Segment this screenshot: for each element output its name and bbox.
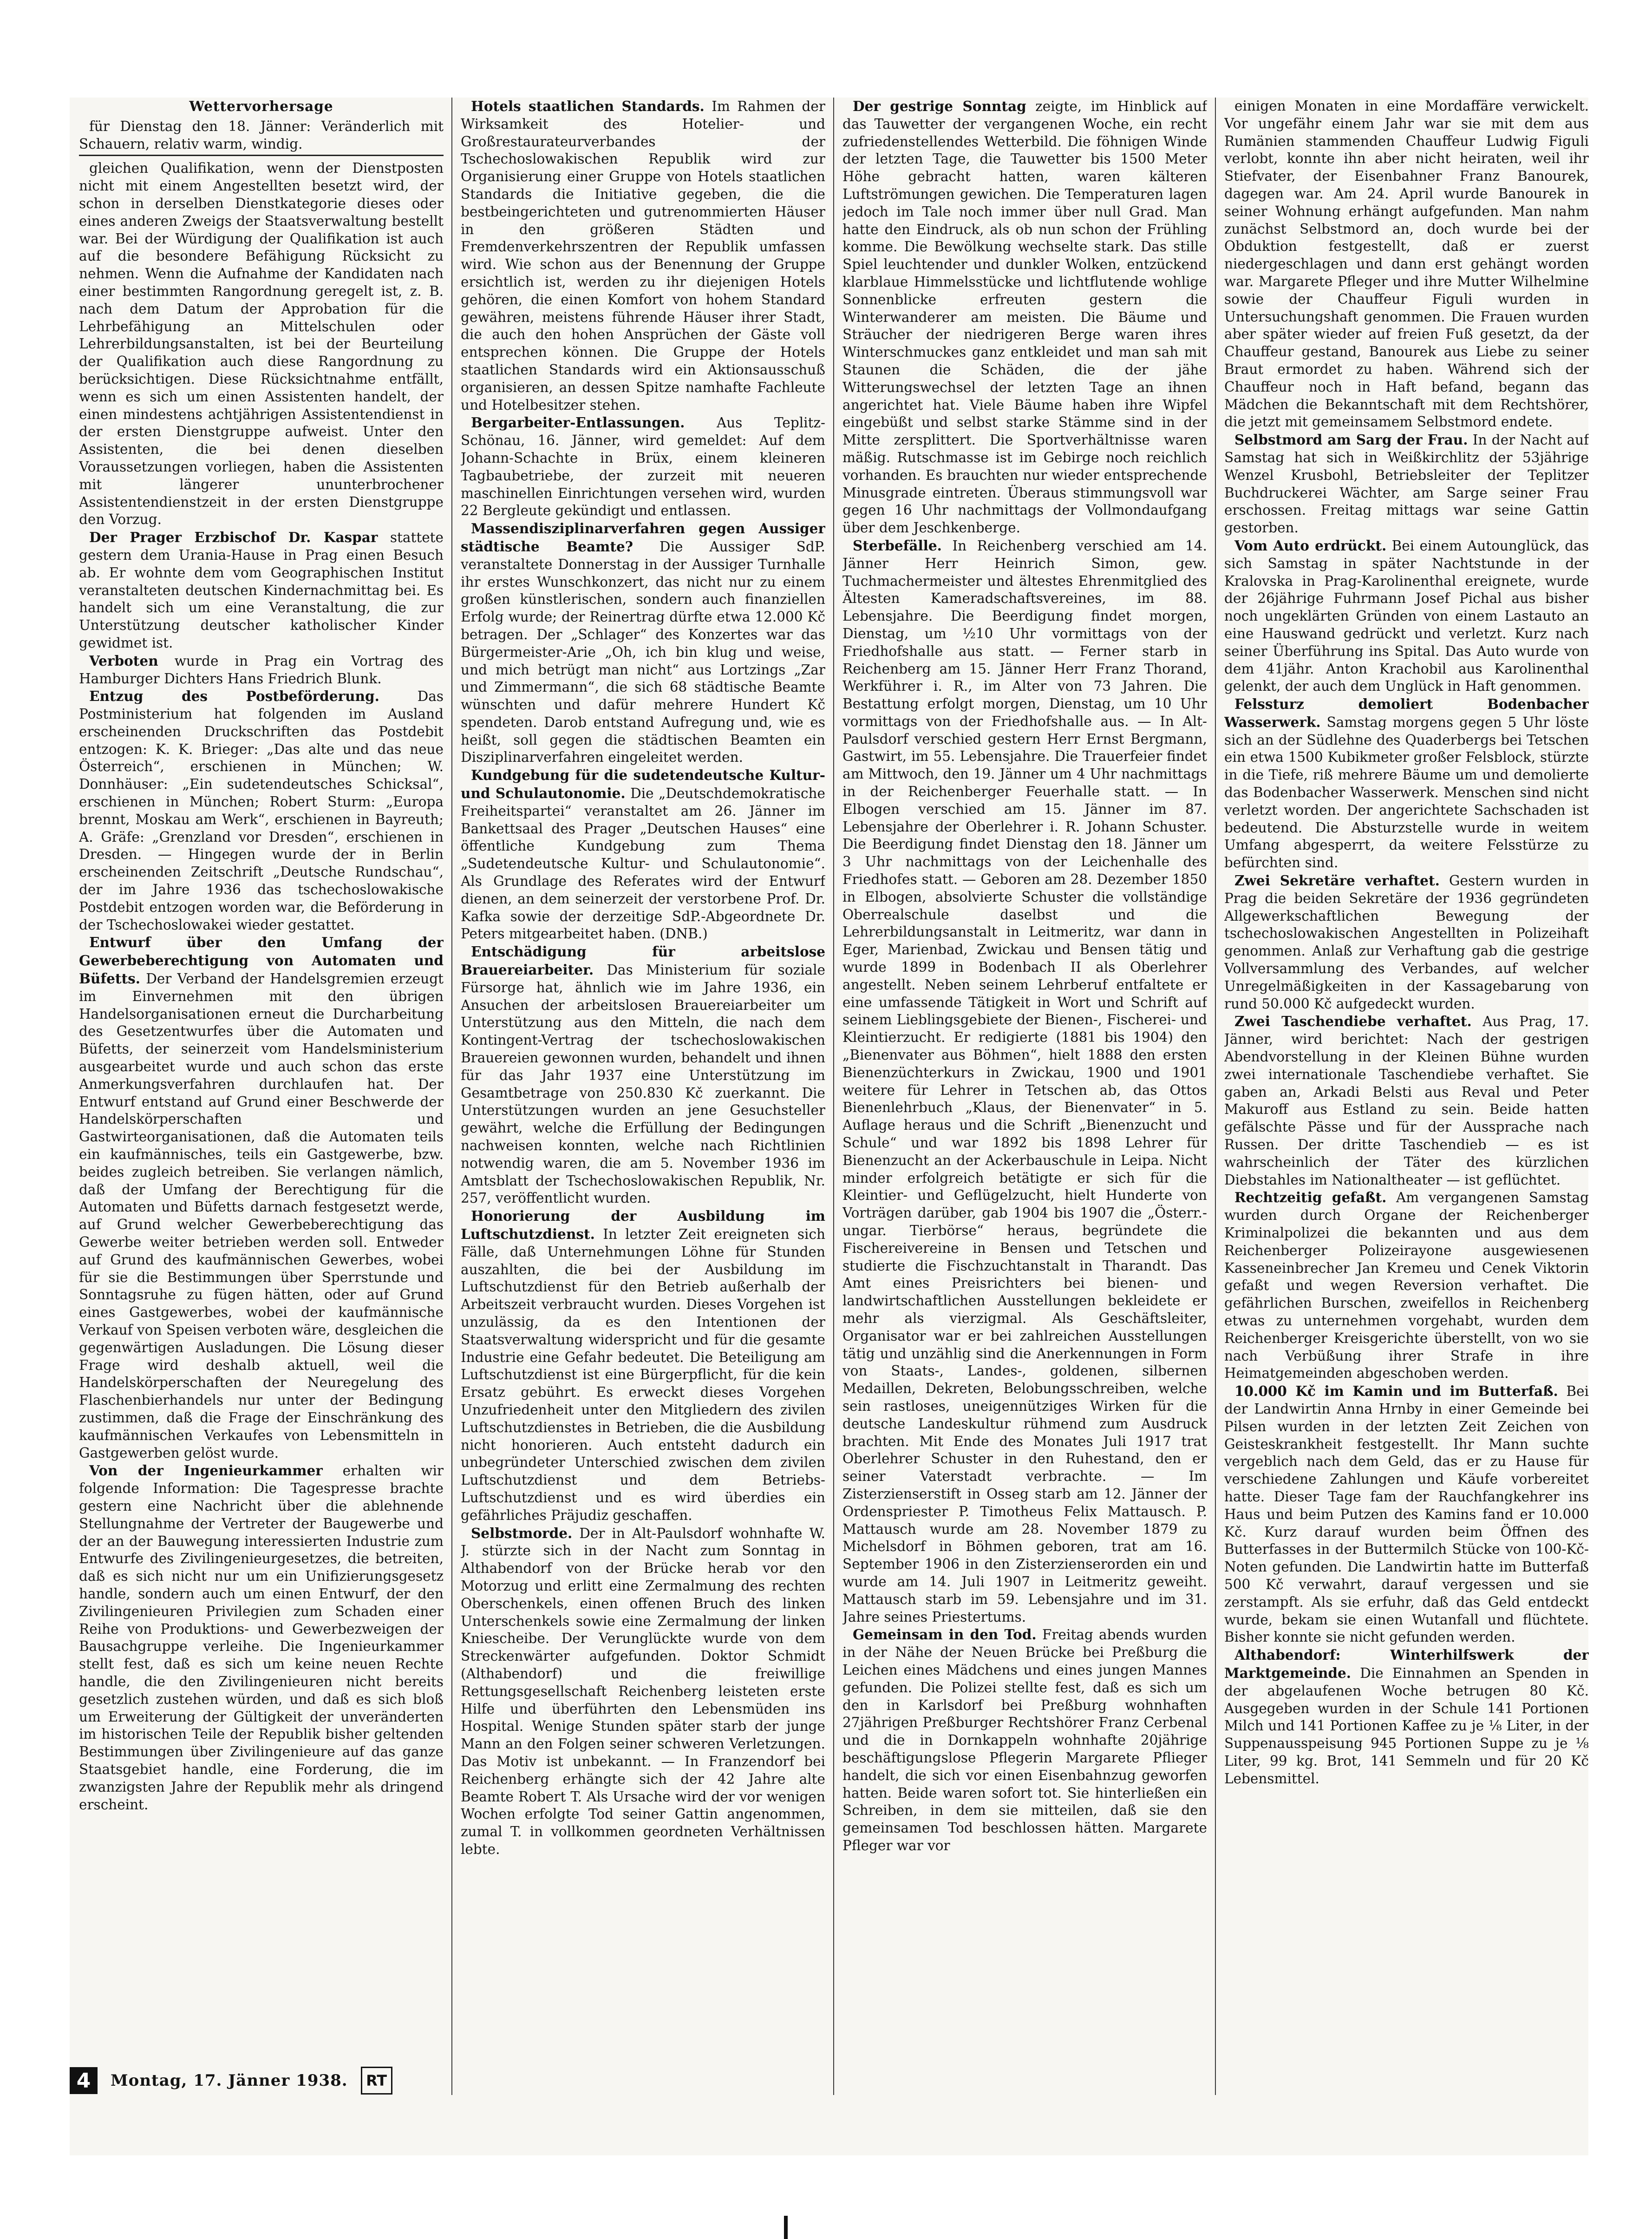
page-footer [70, 2064, 488, 2097]
article-text: stattete gestern dem Urania-Hause in Prag einen Besuch ab. Er wohnte dem vom Geographischen Institut veranstalteten deutschen Kindernachmittag bei. Es handelt sich um eine Veranstaltung, die zur Unterstützung deutscher katholischer Kinder gewidmet ist. [79, 530, 444, 651]
article-text: einigen Monaten in eine Mordaffäre verwickelt. Vor ungefähr einem Jahr war sie mit dem aus Rumänien stammenden Chauffeur Ludwig Figuli verlobt, konnte ihn aber nicht heiraten, weil ihr Stiefvater, der Eisenbahner Franz Banourek, dagegen war. Am 24. April wurde Banourek in seiner Wohnung erhängt aufgefunden. Man nahm zunächst Selbstmord an, doch wurde bei der Obduktion festgestellt, daß er zuerst niedergeschlagen und dann erst gehängt worden war. Margarete Pfleger und ihre Mutter Wilhelmine sowie der Chauffeur Figuli wurden in Untersuchungshaft genommen. Die Frauen wurden aber später wieder auf freien Fuß gesetzt, da der Chauffeur gestand, Banourek aus Liebe zu seiner Braut ermordet zu haben. Während sich der Chauffeur noch in Haft befand, begann das Mädchen die Bekanntschaft mit dem Rechtshörer, die jetzt mit gemeinsamem Selbstmord endete. [1224, 98, 1589, 430]
column-rule [451, 98, 452, 2095]
column-rule [1215, 98, 1216, 2095]
article-paragraph [1224, 1013, 1589, 1189]
article-paragraph [1224, 98, 1589, 431]
article-paragraph [461, 520, 825, 766]
issue-date: Montag, 17. Jänner 1938. [111, 2071, 348, 2090]
article-headline: Kundgebung für die sudetendeutsche Kultur- und Schulautonomie. [461, 767, 825, 802]
article-text: erhalten wir folgende Information: Die Tagespresse brachte gestern eine Nachricht über die ablehnende Stellungnahme der Vertreter der Baugewerbe und der an der Bauwegung interessierten Industrie zum Entwurfe des Zivilingenieurgesetzes, die betreiten, daß es sich nicht nur um ein Unifizierungsgesetz handle, sondern auch um einen Entwurf, der den Zivilingenieuren Privilegien zum Schaden einer Reihe von Produktions- und Gewerbezweigen der Bausachgruppe verleihe. Die Ingenieurkammer stellt fest, daß es sich um keine neuen Rechte handle, die den Zivilingenieuren nicht bereits gesetzlich zustehen würden, und daß es sich bloß um Erweiterung der Gültigkeit der unveränderten im historischen Teile der Republik bisher geltenden Bestimmungen über Zivilingenieure auf das ganze Staatsgebiet handle, eine Forderung, die im zwanzigsten Jahre der Republik mehr als dringend erscheint. [79, 1463, 444, 1813]
weather-divider [79, 155, 444, 156]
article-text: Das Ministerium für soziale Fürsorge hat, ähnlich wie im Jahre 1936, ein Ansuchen der arbeitslosen Brauereiarbeiter um Unterstützung aus den Mitteln, die nach dem Kontingent-Vertrag der tschechoslowakischen Brauereien gewonnen wurden, behandelt und ihnen für das Jahr 1937 eine Unterstützung im Gesamtbetrage von 250.830 Kč zuerkannt. Die Unterstützungen wurden an jene Gesuchsteller gewährt, welche die Erfüllung der Bedingungen nachweisen konnten, welche nach Richtlinien notwendig waren, die am 5. November 1936 im Amtsblatt der Tschechoslowakischen Republik, Nr. 257, veröffentlicht wurden. [461, 962, 825, 1206]
page-number: 4 [70, 2067, 98, 2094]
article-headline: Zwei Sekretäre verhaftet. [1234, 872, 1440, 889]
column-4 [1224, 98, 1589, 2095]
article-paragraph [842, 537, 1207, 1626]
article-paragraph [79, 160, 444, 529]
article-paragraph [1224, 537, 1589, 695]
article-paragraph [461, 943, 825, 1207]
article-text: Aus Prag, 17. Jänner, wird berichtet: Nach der gestrigen Abendvorstellung in der Kleinen Bühne wurden zwei internationale Taschendiebe verhaftet. Sie gaben an, Arkadi Belsti aus Reval und Peter Makuroff aus Estland zu sein. Beide hatten gefälschte Pässe und für der Aussprache nach Russen. Der dritte Taschendieb — es ist wahrscheinlich der Täter des kürzlichen Diebstahles im Nationaltheater — ist geflüchtet. [1224, 1014, 1589, 1188]
column-1 [79, 98, 444, 2095]
weather-text: für Dienstag den 18. Jänner: Veränderlich mit Schauern, relativ warm, windig. [79, 118, 444, 152]
article-headline: Entwurf über den Umfang der Gewerbeberechtigung von Automaten und Büfetts. [79, 934, 444, 987]
article-paragraph [79, 687, 444, 934]
article-paragraph [461, 98, 825, 414]
article-headline: Selbstmorde. [471, 1525, 573, 1541]
article-paragraph [461, 414, 825, 520]
article-headline: Felssturz demoliert Bodenbacher Wasserwerk. [1224, 696, 1589, 730]
article-paragraph [1224, 1189, 1589, 1382]
article-headline: Gemeinsam in den Tod. [853, 1626, 1037, 1643]
article-paragraph [842, 98, 1207, 537]
article-paragraph [79, 1462, 444, 1813]
article-text: Im Rahmen der Wirksamkeit des Hotelier- und Großrestaurateurverbandes der Tschechoslowakischen Republik wird zur Organisierung einer Gruppe von Hotels staatlichen Standards die Initiative gegeben, die die bestbeingerichteten und gutrenommierten Häuser in den größeren Städten und Fremdenverkehrszentren der Republik umfassen wird. Wie schon aus der Benennung der Gruppe ersichtlich ist, werden zu ihr diejenigen Hotels gehören, die einen Komfort von hohem Standard gewähren, meistens führende Häuser ihrer Stadt, die auch den hohen Ansprüchen der Gäste voll entsprechen können. Die Gruppe der Hotels staatlichen Standards wird ein Aktionsausschuß organisieren, an dessen Spitze namhafte Fachleute und Hotelbesitzer stehen. [461, 98, 825, 413]
article-paragraph [79, 529, 444, 652]
article-headline: Hotels staatlichen Standards. [471, 98, 705, 114]
article-headline: Der Prager Erzbischof Dr. Kaspar [89, 529, 378, 546]
column-rule [833, 98, 834, 2095]
article-headline: Zwei Taschendiebe verhaftet. [1234, 1013, 1472, 1030]
article-headline: Vom Auto erdrückt. [1234, 537, 1387, 554]
article-text: Samstag morgens gegen 5 Uhr löste sich an der Südlehne des Quaderbergs bei Tetschen ein etwa 1500 Kubikmeter großer Felsblock, stürzte in die Tiefe, riß mehrere Bäume um und demolierte das Bodenbacher Wasserwerk. Menschen sind nicht verletzt worden. Der angerichtete Sachschaden ist bedeutend. Die Absturzstelle wurde in weitem Umfang abgesperrt, da weitere Felsstürze zu befürchten sind. [1224, 714, 1589, 871]
article-headline: Selbstmord am Sarg der Frau. [1234, 432, 1468, 448]
weather-box [79, 98, 444, 156]
article-text: In letzter Zeit ereigneten sich Fälle, daß Unternehmungen Löhne für Stunden auszahlten, die bei der Ausbildung im Luftschutzdienst für den Betrieb außerhalb der Arbeitszeit verbraucht wurden. Dieses Vorgehen ist unzulässig, da es den Intentionen der Staatsverwaltung widerspricht und für die gesamte Industrie eine Gefahr bedeutet. Die Beteiligung am Luftschutzdienst ist eine Bürgerpflicht, für die kein Ersatz gebührt. Es erweckt dieses Vorgehen Unzufriedenheit unter den Mitgliedern des zivilen Luftschutzdienstes in Betrieben, die die Ausbildung nicht honorieren. Auch entsteht dadurch ein unbegründeter Unterschied zwischen dem zivilen Luftschutzdienst und dem Betriebs-Luftschutzdienst und es wird überdies ein gefährliches Präjudiz geschaffen. [461, 1226, 825, 1523]
article-paragraph [461, 766, 825, 943]
column-3 [842, 98, 1207, 2095]
article-paragraph [1224, 431, 1589, 537]
article-paragraph [461, 1525, 825, 1859]
article-text: Aus Teplitz-Schönau, 16. Jänner, wird gemeldet: Auf dem Johann-Schachte in Brüx, einem kleineren Tagbaubetriebe, der zurzeit mit neueren maschinellen Einrichtungen versehen wird, wurden 22 Bergleute gekündigt und entlassen. [461, 415, 825, 519]
article-headline: Der gestrige Sonntag [853, 98, 1026, 114]
article-paragraph [1224, 1646, 1589, 1787]
article-paragraph [79, 652, 444, 688]
newspaper-page [70, 98, 1588, 2155]
article-text: Die Einnahmen an Spenden in der abgelaufenen Woche betrugen 80 Kč. Ausgegeben wurden in der Schule 141 Portionen Milch und 141 Portionen Kaffee zu je ⅛ Liter, in der Suppenausspeisung 945 Portionen Suppe zu je ⅛ Liter, 99 kg. Brot, 141 Semmeln und für 20 Kč Lebensmittel. [1224, 1665, 1589, 1787]
article-text: Die „Deutschdemokratische Freiheitspartei“ veranstaltet am 26. Jänner im Bankettsaal des Prager „Deutschen Hauses“ eine öffentliche Kundgebung zum Thema „Sudetendeutsche Kultur- und Schulautonomie“. Als Grundlage des Referates wird der Entwurf dienen, an dem seinerzeit der verstorbene Prof. Dr. Kafka sowie der derzeitige SdP.-Abgeordnete Dr. Peters mitgearbeitet haben. (DNB.) [461, 786, 825, 942]
newspaper-logo: RT [361, 2067, 392, 2095]
article-headline: Rechtzeitig gefaßt. [1234, 1189, 1387, 1206]
article-text: Der in Alt-Paulsdorf wohnhafte W. J. stürzte sich in der Nacht zum Sonntag in Althabendorf von der Brücke herab vor den Motorzug und erlitt eine Zermalmung des rechten Oberschenkels, einen offenen Bruch des linken Unterschenkels sowie eine Zermalmung der linken Kniescheibe. Der Verunglückte wurde von dem Streckenwärter aufgefunden. Doktor Schmidt (Althabendorf) und die freiwillige Rettungsgesellschaft Reichenberg leisteten erste Hilfe und überführten den Lebensmüden ins Hospital. Wenige Stunden später starb der junge Mann an den Folgen seiner schweren Verletzungen. Das Motiv ist unbekannt. — In Franzendorf bei Reichenberg erhängte sich der 42 Jahre alte Beamte Robert T. Als Ursache wird der vor wenigen Wochen erfolgte Tod seiner Gattin angenommen, zumal T. in vollkommen geordneten Verhältnissen lebte. [461, 1525, 825, 1857]
article-text: In Reichenberg verschied am 14. Jänner Herr Heinrich Simon, gew. Tuchmachermeister und ältestes Ehrenmitglied des Ältesten Kameradschaftsvereines, im 88. Lebensjahre. Die Beerdigung findet morgen, Dienstag, um ½10 Uhr vormittags von der Friedhofshalle aus statt. — Ferner starb in Reichenberg am 15. Jänner Herr Franz Thorand, Werkführer i. R., im Alter von 73 Jahren. Die Bestattung erfolgt morgen, Dienstag, um 10 Uhr vormittags von der Friedhofshalle aus. — In Alt-Paulsdorf verschied gestern Herr Ernst Bergmann, Gastwirt, im 55. Lebensjahre. Die Trauerfeier findet am Mittwoch, den 19. Jänner um 4 Uhr nachmittags in der Reichenberger Feuerhalle statt. — In Elbogen verschied am 15. Jänner im 87. Lebensjahre der Oberlehrer i. R. Johann Schuster. Die Beerdigung findet Dienstag den 18. Jänner um 3 Uhr nachmittags von der Leichenhalle des Friedhofes statt. — Geboren am 28. Dezember 1850 in Elbogen, absolvierte Schuster die vollständige Oberrealschule daselbst und die Lehrerbildungsanstalt in Leitmeritz, war dann in Eger, Marienbad, Zwickau und Bensen tätig und wurde 1899 in Bodenbach II als Oberlehrer angestellt. Neben seinem Lehrberuf entfaltete er eine umfassende Tätigkeit in Wort und Schrift auf seinem Lieblingsgebiete der Bienen-, Fischerei- und Kleintierzucht. Er redigierte (1881 bis 1904) den „Bienenvater aus Böhmen“, hielt 1888 den ersten Bienenzüchterkurs in Zwickau, 1900 und 1901 weitere für Lehrer in Tetschen ab, das Ottos Bienenlehrbuch „Klaus, der Bienenvater“ in 5. Auflage heraus und die Schrift „Bienenzucht und Schule“ und war 1892 bis 1898 Lehrer für Bienenzucht an der Ackerbauschule in Leipa. Nicht minder erfolgreich betätigte er sich für die Kleintier- und Geflügelzucht, hielt Hunderte von Vorträgen darüber, gab 1904 bis 1907 die „Österr.-ungar. Tierbörse“ heraus, begründete die Fischereivereine in Bensen und Tetschen und studierte die Fischzuchtanstalt in Tharandt. Das Amt eines Preisrichters bei bienen- und landwirtschaftlichen Ausstellungen bekleidete er mehr als vierzigmal. Als Geschäftsleiter, Organisator war er bei zahlreichen Ausstellungen tätig und unzählig sind die Anerkennungen in Form von Staats-, Landes-, goldenen, silbernen Medaillen, Dekreten, Belobungsschreiben, welche sein rastloses, uneigennütziges Wirken für die deutsche Landeskultur rühmend zum Ausdruck brachten. Mit Ende des Monates Juli 1917 trat Oberlehrer Schuster in den Ruhestand, den er seiner Vaterstadt verbrachte. — Im Zisterzienserstift in Osseg starb am 12. Jänner der Ordenspriester P. Timotheus Felix Mattausch. P. Mattausch wurde am 28. November 1879 zu Michelsdorf in Böhmen geboren, trat am 16. September 1906 in den Zisterzienserorden ein und wurde am 14. Juli 1907 in Leitmeritz geweiht. Mattausch starb im 59. Lebensjahre und im 31. Jahre seines Priestertums. [842, 537, 1207, 1625]
article-headline: Sterbefälle. [853, 537, 942, 554]
article-text: Bei einem Autounglück, das sich Samstag in später Nachtstunde in der Kralovska in Prag-Karolinenthal ereignete, wurde der 26jährige Fuhrmann Josef Pichal aus bisher noch ungeklärten Gründen von einem Lastauto an eine Hauswand gedrückt und verletzt. Kurz nach seiner Überführung ins Spital. Das Auto wurde von dem 41jähr. Anton Krachobil aus Karolinenthal gelenkt, der auch dem Unglück in Haft genommen. [1224, 537, 1589, 694]
article-text: In der Nacht auf Samstag hat sich in Weißkirchlitz der 53jährige Wenzel Krusbohl, Betriebsleiter der Teplitzer Buchdruckerei Wächter, am Sarge seiner Frau erschossen. Freitag mittags war seine Gattin gestorben. [1224, 432, 1589, 536]
column-2 [461, 98, 825, 2095]
article-text: zeigte, im Hinblick auf das Tauwetter der vergangenen Woche, ein recht zufriedenstellendes Wetterbild. Die föhnigen Winde der letzten Tage, die Tauwetter bis 1500 Meter Höhe gebracht hatten, waren kälteren Luftströmungen gewichen. Die Temperaturen lagen jedoch im Tale noch immer über null Grad. Man hatte den Eindruck, als ob nun schon der Frühling komme. Die Bewölkung wechselte stark. Das stille Spiel leuchtender und dunkler Wolken, entzückend klarblaue Himmelsstücke und lichtflutende wohlige Sonnenblicke erfreuten gestern die Winterwanderer am meisten. Die Bäume und Sträucher der niedrigeren Berge waren ihres Winterschmuckes ganz entkleidet und man sah mit Staunen die Schäden, die der jähe Witterungswechsel der letzten Tage an ihnen angerichtet hat. Viele Bäume haben ihre Wipfel eingebüßt und selbst starke Stämme sind in der Mitte zersplittert. Die Sportverhältnisse waren mäßig. Rutschmasse ist im Gebirge noch reichlich vorhanden. Es brauchten nur wieder entsprechende Minusgrade eintreten. Überaus stimmungsvoll war gegen 16 Uhr nachmittags der Vollmondaufgang über dem Jeschkenberge. [842, 98, 1207, 536]
article-headline: Massendisziplinarverfahren gegen Aussiger städtische Beamte? [461, 520, 825, 555]
article-text: Am vergangenen Samstag wurden durch Organe der Reichenberger Kriminalpolizei die bekannten und aus dem Reichenberger Polizeirayone ausgewiesenen Kasseneinbrecher Jan Kremeu und Cenek Viktorin gefaßt und wegen Reversion verhaftet. Die gefährlichen Burschen, zweifellos in Reichenberg etwas zu unternehmen vorgehabt, wurden dem Reichenberger Kreisgerichte überstellt, von wo sie nach Verbüßung ihrer Strafe in ihre Heimatgemeinden abgeschoben werden. [1224, 1190, 1589, 1381]
article-headline: Honorierung der Ausbildung im Luftschutzdienst. [461, 1208, 825, 1242]
article-headline: Bergarbeiter-Entlassungen. [471, 414, 685, 431]
article-text: Der Verband der Handelsgremien erzeugt im Einvernehmen mit den übrigen Handelsorganisationen erneut die Durcharbeitung des Gesetzentwurfes über die Automaten und Büfetts, der seinerzeit vom Handelsministerium ausgearbeitet wurde und auch schon das erste Anmerkungsverfahren durchlaufen hat. Der Entwurf entstand auf Grund einer Beschwerde der Handelskörperschaften und Gastwirteorganisationen, daß die Automaten teils ein kaufmännisches, teils ein Gastgewerbe, bzw. beides zugleich betreiben. Sie verlangen nämlich, daß der Umfang der Berechtigung für die Automaten und Büfetts darnach festgesetzt werde, auf Grund welcher Gewerbeberechtigung das Gewerbe weiter betrieben werden soll. Entweder auf Grund des kaufmännischen Gewerbes, wobei für sie die Bestimmungen über Sperrstunde und Sonntagsruhe zu fügen hätten, oder auf Grund eines Gastgewerbes, wobei der kaufmännische Verkauf von Speisen verboten wäre, desgleichen die gegenwärtigen Ausladungen. Die Lösung dieser Frage wird deshalb aktuell, weil die Handelskörperschaften der Neuregelung des Flaschenbierhandels nur unter der Bedingung zustimmen, daß die Frage der Einschränkung des kaufmännischen Verkaufes von Lebensmitteln in Gastgewerben gelöst wurde. [79, 971, 444, 1461]
article-paragraph [1224, 1382, 1589, 1646]
article-text: wurde in Prag ein Vortrag des Hamburger Dichters Hans Friedrich Blunk. [79, 653, 444, 687]
weather-title: Wettervorhersage [189, 98, 333, 114]
article-text: Die Aussiger SdP. veranstaltete Donnerstag in der Aussiger Turnhalle ihr erstes Wunschkonzert, das nicht nur zu einem großen künstlerischen, sondern auch finanziellen Erfolg wurde; der Reinertrag dürfte etwa 12.000 Kč betragen. Der „Schlager“ des Konzertes war das Bürgermeister-Arie „Oh, ich bin klug und weise, und mich betrügt man nicht“ aus Lortzings „Zar und Zimmermann“, die sich 68 städtische Beamte wünschten und dafür mehrere Hundert Kč spendeten. Darob entstand Aufregung und, wie es heißt, soll gegen die städtischen Beamten ein Disziplinarverfahren eingeleitet werden. [461, 538, 825, 766]
article-headline: Entschädigung für arbeitslose Brauereiarbeiter. [461, 943, 825, 978]
article-text: Gestern wurden in Prag die beiden Sekretäre der 1936 gegründeten Allgewerkschaftlichen Bewegung der tschechoslowakischen Angestellten in Polizeihaft genommen. Anlaß zur Verhaftung gab die gestrige Vollversammlung des Verbandes, auf welcher Unregelmäßigkeiten in der Kassagebarung von rund 50.000 Kč aufgedeckt wurden. [1224, 873, 1589, 1012]
article-text: Das Postministerium hat folgenden im Ausland erscheinenden Druckschriften das Postdebit entzogen: K. K. Brieger: „Das alte und das neue Österreich“, erschienen in München; W. Donnhäuser: „Ein sudetendeutsches Schicksal“, erschienen in München; Robert Sturm: „Europa brennt, Moskau am Werk“, erschienen in Bayreuth; A. Gräfe: „Grenzland vor Dresden“, erschienen in Dresden. — Hingegen wurde der in Berlin erscheinenden Zeitschrift „Deutsche Rundschau“, der im Jahre 1936 das tschechoslowakische Postdebit entzogen worden war, die Beförderung in der Tschechoslowakei wieder gestattet. [79, 688, 444, 933]
article-headline: 10.000 Kč im Kamin und im Butterfaß. [1234, 1383, 1558, 1400]
article-paragraph [842, 1626, 1207, 1854]
article-headline: Verboten [89, 652, 158, 669]
article-paragraph [79, 934, 444, 1462]
article-text: gleichen Qualifikation, wenn der Dienstposten nicht mit einem Angestellten besetzt wird, der schon in derselben Dienstkategorie dieses oder eines anderen Zweigs der Staatsverwaltung bestellt war. Bei der Würdigung der Qualifikation ist auch auf die besondere Befähigung Rücksicht zu nehmen. Wenn die Aufnahme der Kandidaten nach einer bestimmten Rangordnung geregelt ist, z. B. nach dem Datum der Approbation für die Lehrbefähigung an Mittelschulen oder Lehrerbildungsanstalten, ist bei der Beurteilung der Qualifikation auch diese Rangordnung zu berücksichtigen. Diese Rücksichtnahme entfällt, wenn es sich um einen Assistenten handelt, der einen mindestens achtjährigen Assistentendienst in der ersten Dienstgruppe aufweist. Unter den Assistenten, die bei denen dieselben Voraussetzungen vorliegen, haben die Assistenten mit längerer ununterbrochener Assistentendienstzeit in der ersten Dienstgruppe den Vorzug. [79, 160, 444, 528]
article-text: Freitag abends wurden in der Nähe der Neuen Brücke bei Preßburg die Leichen eines Mädchens und eines jungen Mannes gefunden. Die Polizei stellte fest, daß es sich um den in Karlsdorf bei Preßburg wohnhaften 27jährigen Preßburger Rechtshörer Franz Cerbenal und die in Dornkappeln wohnhafte 20jährige beschäftigungslose Pflegerin Margarete Pflieger handelt, die sich vor einen Eisenbahnzug geworfen hatten. Beide waren sofort tot. Sie hinterließen ein Schreiben, in dem sie mitteilen, daß sie den gemeinsamen Tod beschlossen hätten. Margarete Pfleger war vor [842, 1627, 1207, 1853]
article-headline: Von der Ingenieurkammer [89, 1462, 323, 1479]
article-text: Bei der Landwirtin Anna Hrnby in einer Gemeinde bei Pilsen wurden in der letzten Zeit Zeichen von Geisteskrankheit festgestellt. Ihr Mann suchte vergeblich nach dem Geld, das er zu Hause für verschiedene Zahlungen und Käufe vorbereitet hatte. Dieser Tage fam der Rauchfangkehrer ins Haus und beim Putzen des Kamins fand er 10.000 Kč. Kurz darauf wurden beim Öffnen des Butterfasses in der Buttermilch Stücke von 100-Kč-Noten gefunden. Die Landwirtin hatte im Butterfaß 500 Kč verwahrt, darauf vergessen und sie zerstampft. Als sie erfuhr, daß das Geld entdeckt wurde, bekam sie einen Wutanfall und flüchtete. Bisher konnte sie nicht gefunden werden. [1224, 1383, 1589, 1645]
article-paragraph [1224, 695, 1589, 872]
article-headline: Althabendorf: Winterhilfswerk der Marktgemeinde. [1224, 1647, 1589, 1681]
article-paragraph [1224, 872, 1589, 1013]
article-paragraph [461, 1207, 825, 1524]
scan-edge-mark [784, 2216, 788, 2239]
article-headline: Entzug des Postbeförderung. [89, 688, 379, 705]
